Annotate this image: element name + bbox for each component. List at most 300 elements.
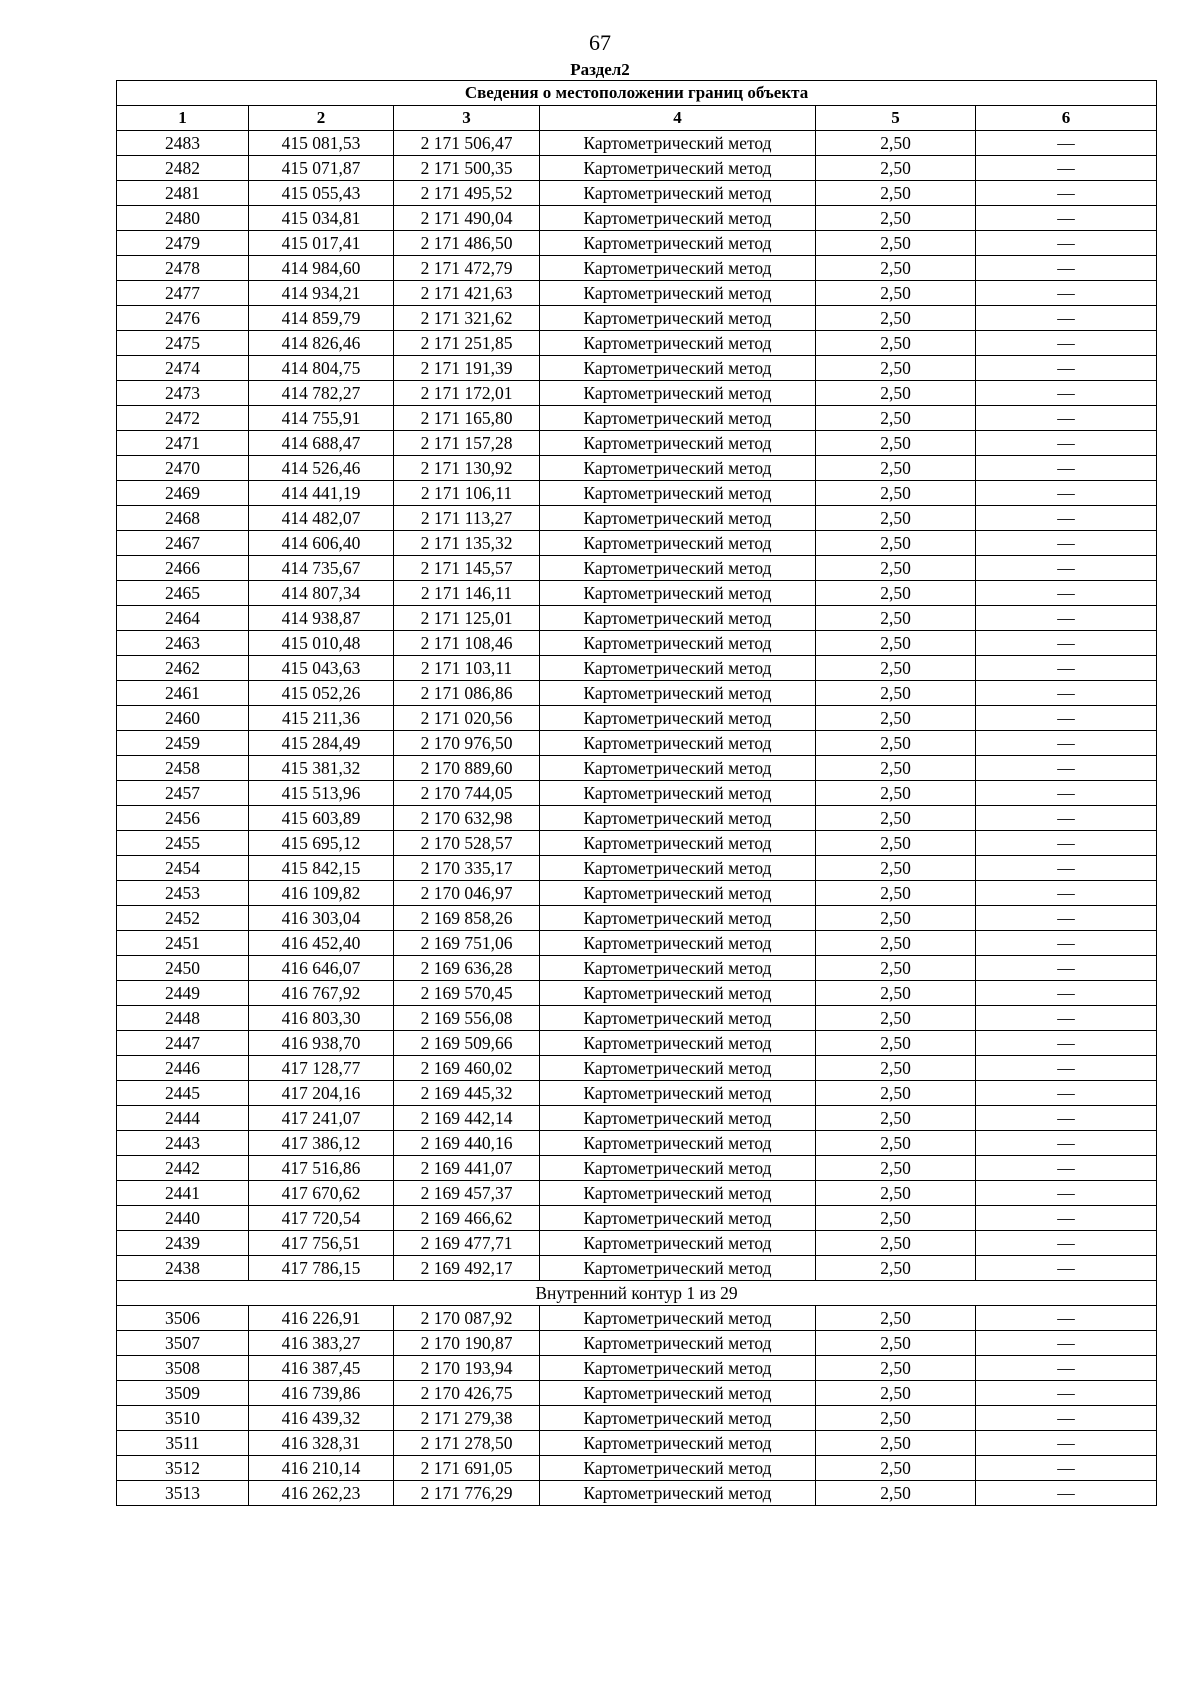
table-row <box>117 781 1157 806</box>
method-cell: Картометрический метод <box>540 1181 816 1206</box>
point-number-cell: 2464 <box>117 606 249 631</box>
point-number-cell: 2470 <box>117 456 249 481</box>
description-cell: — <box>976 1106 1157 1131</box>
x-coordinate-cell: 415 071,87 <box>249 156 394 181</box>
point-number-cell: 3506 <box>117 1306 249 1331</box>
description-cell: — <box>976 131 1157 156</box>
x-coordinate-cell: 417 720,54 <box>249 1206 394 1231</box>
description-cell: — <box>976 431 1157 456</box>
x-coordinate-cell: 416 303,04 <box>249 906 394 931</box>
x-coordinate-cell: 416 439,32 <box>249 1406 394 1431</box>
x-coordinate-cell: 417 756,51 <box>249 1231 394 1256</box>
description-cell: — <box>976 381 1157 406</box>
description-cell: — <box>976 1031 1157 1056</box>
point-number-cell: 2457 <box>117 781 249 806</box>
method-cell: Картометрический метод <box>540 306 816 331</box>
description-cell: — <box>976 1181 1157 1206</box>
y-coordinate-cell: 2 171 146,11 <box>394 581 540 606</box>
method-cell: Картометрический метод <box>540 956 816 981</box>
y-coordinate-cell: 2 169 466,62 <box>394 1206 540 1231</box>
method-cell: Картометрический метод <box>540 456 816 481</box>
x-coordinate-cell: 415 695,12 <box>249 831 394 856</box>
description-cell: — <box>976 1256 1157 1281</box>
method-cell: Картометрический метод <box>540 431 816 456</box>
y-coordinate-cell: 2 171 106,11 <box>394 481 540 506</box>
accuracy-cell: 2,50 <box>816 1206 976 1231</box>
x-coordinate-cell: 415 010,48 <box>249 631 394 656</box>
description-cell: — <box>976 306 1157 331</box>
x-coordinate-cell: 414 934,21 <box>249 281 394 306</box>
table-row <box>117 1156 1157 1181</box>
y-coordinate-cell: 2 170 087,92 <box>394 1306 540 1331</box>
point-number-cell: 3509 <box>117 1381 249 1406</box>
point-number-cell: 3511 <box>117 1431 249 1456</box>
method-cell: Картометрический метод <box>540 931 816 956</box>
table-row <box>117 681 1157 706</box>
method-cell: Картометрический метод <box>540 1081 816 1106</box>
method-cell: Картометрический метод <box>540 281 816 306</box>
point-number-cell: 2476 <box>117 306 249 331</box>
point-number-cell: 2447 <box>117 1031 249 1056</box>
point-number-cell: 2475 <box>117 331 249 356</box>
column-header: 1 <box>117 106 249 131</box>
point-number-cell: 2444 <box>117 1106 249 1131</box>
table-row <box>117 981 1157 1006</box>
point-number-cell: 3507 <box>117 1331 249 1356</box>
description-cell: — <box>976 1331 1157 1356</box>
x-coordinate-cell: 415 017,41 <box>249 231 394 256</box>
description-cell: — <box>976 1406 1157 1431</box>
y-coordinate-cell: 2 169 858,26 <box>394 906 540 931</box>
method-cell: Картометрический метод <box>540 1256 816 1281</box>
accuracy-cell: 2,50 <box>816 656 976 681</box>
y-coordinate-cell: 2 171 321,62 <box>394 306 540 331</box>
table-row <box>117 1181 1157 1206</box>
x-coordinate-cell: 415 043,63 <box>249 656 394 681</box>
point-number-cell: 2442 <box>117 1156 249 1181</box>
method-cell: Картометрический метод <box>540 1356 816 1381</box>
table-row <box>117 1131 1157 1156</box>
accuracy-cell: 2,50 <box>816 981 976 1006</box>
method-cell: Картометрический метод <box>540 681 816 706</box>
accuracy-cell: 2,50 <box>816 1131 976 1156</box>
accuracy-cell: 2,50 <box>816 231 976 256</box>
point-number-cell: 2480 <box>117 206 249 231</box>
column-header: 4 <box>540 106 816 131</box>
method-cell: Картометрический метод <box>540 1331 816 1356</box>
point-number-cell: 2477 <box>117 281 249 306</box>
accuracy-cell: 2,50 <box>816 331 976 356</box>
point-number-cell: 3510 <box>117 1406 249 1431</box>
table-caption: Сведения о местоположении границ объекта <box>117 81 1157 106</box>
x-coordinate-cell: 415 081,53 <box>249 131 394 156</box>
accuracy-cell: 2,50 <box>816 356 976 381</box>
point-number-cell: 2453 <box>117 881 249 906</box>
method-cell: Картометрический метод <box>540 156 816 181</box>
method-cell: Картометрический метод <box>540 1206 816 1231</box>
accuracy-cell: 2,50 <box>816 406 976 431</box>
x-coordinate-cell: 415 055,43 <box>249 181 394 206</box>
method-cell: Картометрический метод <box>540 1381 816 1406</box>
description-cell: — <box>976 206 1157 231</box>
table-row <box>117 906 1157 931</box>
description-cell: — <box>976 1431 1157 1456</box>
point-number-cell: 2460 <box>117 706 249 731</box>
y-coordinate-cell: 2 169 636,28 <box>394 956 540 981</box>
accuracy-cell: 2,50 <box>816 431 976 456</box>
method-cell: Картометрический метод <box>540 581 816 606</box>
column-header: 6 <box>976 106 1157 131</box>
y-coordinate-cell: 2 171 108,46 <box>394 631 540 656</box>
y-coordinate-cell: 2 170 889,60 <box>394 756 540 781</box>
description-cell: — <box>976 981 1157 1006</box>
y-coordinate-cell: 2 170 193,94 <box>394 1356 540 1381</box>
accuracy-cell: 2,50 <box>816 281 976 306</box>
description-cell: — <box>976 531 1157 556</box>
y-coordinate-cell: 2 171 421,63 <box>394 281 540 306</box>
point-number-cell: 2481 <box>117 181 249 206</box>
x-coordinate-cell: 416 803,30 <box>249 1006 394 1031</box>
table-row <box>117 131 1157 156</box>
description-cell: — <box>976 756 1157 781</box>
accuracy-cell: 2,50 <box>816 1031 976 1056</box>
y-coordinate-cell: 2 171 278,50 <box>394 1431 540 1456</box>
outer-contour-rows <box>117 131 1157 1281</box>
accuracy-cell: 2,50 <box>816 781 976 806</box>
table-row <box>117 181 1157 206</box>
method-cell: Картометрический метод <box>540 1481 816 1506</box>
point-number-cell: 2450 <box>117 956 249 981</box>
x-coordinate-cell: 417 516,86 <box>249 1156 394 1181</box>
x-coordinate-cell: 417 204,16 <box>249 1081 394 1106</box>
x-coordinate-cell: 416 452,40 <box>249 931 394 956</box>
point-number-cell: 2446 <box>117 1056 249 1081</box>
inner-contour-heading <box>117 1281 1157 1306</box>
y-coordinate-cell: 2 171 113,27 <box>394 506 540 531</box>
description-cell: — <box>976 331 1157 356</box>
method-cell: Картометрический метод <box>540 881 816 906</box>
x-coordinate-cell: 414 804,75 <box>249 356 394 381</box>
description-cell: — <box>976 281 1157 306</box>
y-coordinate-cell: 2 169 440,16 <box>394 1131 540 1156</box>
x-coordinate-cell: 414 755,91 <box>249 406 394 431</box>
table-row <box>117 1406 1157 1431</box>
description-cell: — <box>976 356 1157 381</box>
method-cell: Картометрический метод <box>540 706 816 731</box>
x-coordinate-cell: 416 262,23 <box>249 1481 394 1506</box>
method-cell: Картометрический метод <box>540 331 816 356</box>
description-cell: — <box>976 1356 1157 1381</box>
method-cell: Картометрический метод <box>540 731 816 756</box>
accuracy-cell: 2,50 <box>816 1456 976 1481</box>
table-row <box>117 956 1157 981</box>
x-coordinate-cell: 414 482,07 <box>249 506 394 531</box>
accuracy-cell: 2,50 <box>816 1331 976 1356</box>
method-cell: Картометрический метод <box>540 631 816 656</box>
table-row <box>117 1431 1157 1456</box>
method-cell: Картометрический метод <box>540 1131 816 1156</box>
accuracy-cell: 2,50 <box>816 531 976 556</box>
point-number-cell: 2440 <box>117 1206 249 1231</box>
table-row <box>117 656 1157 681</box>
table-row <box>117 406 1157 431</box>
x-coordinate-cell: 414 688,47 <box>249 431 394 456</box>
description-cell: — <box>976 506 1157 531</box>
table-row <box>117 1481 1157 1506</box>
method-cell: Картометрический метод <box>540 506 816 531</box>
x-coordinate-cell: 416 226,91 <box>249 1306 394 1331</box>
description-cell: — <box>976 1156 1157 1181</box>
method-cell: Картометрический метод <box>540 181 816 206</box>
accuracy-cell: 2,50 <box>816 181 976 206</box>
accuracy-cell: 2,50 <box>816 1406 976 1431</box>
accuracy-cell: 2,50 <box>816 206 976 231</box>
point-number-cell: 3512 <box>117 1456 249 1481</box>
accuracy-cell: 2,50 <box>816 1381 976 1406</box>
table-row <box>117 1356 1157 1381</box>
accuracy-cell: 2,50 <box>816 806 976 831</box>
method-cell: Картометрический метод <box>540 231 816 256</box>
description-cell: — <box>976 156 1157 181</box>
description-cell: — <box>976 956 1157 981</box>
x-coordinate-cell: 416 387,45 <box>249 1356 394 1381</box>
point-number-cell: 2452 <box>117 906 249 931</box>
x-coordinate-cell: 415 842,15 <box>249 856 394 881</box>
method-cell: Картометрический метод <box>540 1056 816 1081</box>
point-number-cell: 2479 <box>117 231 249 256</box>
y-coordinate-cell: 2 170 046,97 <box>394 881 540 906</box>
accuracy-cell: 2,50 <box>816 881 976 906</box>
point-number-cell: 2451 <box>117 931 249 956</box>
x-coordinate-cell: 416 646,07 <box>249 956 394 981</box>
column-header-row <box>117 106 1157 131</box>
point-number-cell: 2482 <box>117 156 249 181</box>
point-number-cell: 2473 <box>117 381 249 406</box>
point-number-cell: 2441 <box>117 1181 249 1206</box>
y-coordinate-cell: 2 171 472,79 <box>394 256 540 281</box>
description-cell: — <box>976 681 1157 706</box>
y-coordinate-cell: 2 169 460,02 <box>394 1056 540 1081</box>
description-cell: — <box>976 231 1157 256</box>
y-coordinate-cell: 2 171 103,11 <box>394 656 540 681</box>
table-row <box>117 1081 1157 1106</box>
description-cell: — <box>976 556 1157 581</box>
x-coordinate-cell: 416 938,70 <box>249 1031 394 1056</box>
table-row <box>117 1306 1157 1331</box>
accuracy-cell: 2,50 <box>816 481 976 506</box>
method-cell: Картометрический метод <box>540 806 816 831</box>
y-coordinate-cell: 2 169 556,08 <box>394 1006 540 1031</box>
x-coordinate-cell: 415 603,89 <box>249 806 394 831</box>
y-coordinate-cell: 2 169 441,07 <box>394 1156 540 1181</box>
description-cell: — <box>976 406 1157 431</box>
description-cell: — <box>976 456 1157 481</box>
method-cell: Картометрический метод <box>540 1156 816 1181</box>
point-number-cell: 2472 <box>117 406 249 431</box>
accuracy-cell: 2,50 <box>816 731 976 756</box>
table-row <box>117 481 1157 506</box>
description-cell: — <box>976 1206 1157 1231</box>
accuracy-cell: 2,50 <box>816 1106 976 1131</box>
column-header: 2 <box>249 106 394 131</box>
x-coordinate-cell: 416 328,31 <box>249 1431 394 1456</box>
accuracy-cell: 2,50 <box>816 831 976 856</box>
method-cell: Картометрический метод <box>540 856 816 881</box>
table-row <box>117 706 1157 731</box>
description-cell: — <box>976 906 1157 931</box>
point-number-cell: 2467 <box>117 531 249 556</box>
table-row <box>117 1381 1157 1406</box>
description-cell: — <box>976 856 1157 881</box>
y-coordinate-cell: 2 171 145,57 <box>394 556 540 581</box>
y-coordinate-cell: 2 170 744,05 <box>394 781 540 806</box>
accuracy-cell: 2,50 <box>816 1481 976 1506</box>
column-header: 5 <box>816 106 976 131</box>
y-coordinate-cell: 2 171 776,29 <box>394 1481 540 1506</box>
method-cell: Картометрический метод <box>540 906 816 931</box>
description-cell: — <box>976 1081 1157 1106</box>
description-cell: — <box>976 656 1157 681</box>
x-coordinate-cell: 416 210,14 <box>249 1456 394 1481</box>
method-cell: Картометрический метод <box>540 1006 816 1031</box>
y-coordinate-cell: 2 169 751,06 <box>394 931 540 956</box>
method-cell: Картометрический метод <box>540 831 816 856</box>
table-row <box>117 281 1157 306</box>
table-row <box>117 1206 1157 1231</box>
accuracy-cell: 2,50 <box>816 681 976 706</box>
table-row <box>117 556 1157 581</box>
description-cell: — <box>976 1056 1157 1081</box>
table-row <box>117 856 1157 881</box>
accuracy-cell: 2,50 <box>816 1231 976 1256</box>
accuracy-cell: 2,50 <box>816 1181 976 1206</box>
table-row <box>117 631 1157 656</box>
x-coordinate-cell: 414 984,60 <box>249 256 394 281</box>
method-cell: Картометрический метод <box>540 131 816 156</box>
x-coordinate-cell: 415 284,49 <box>249 731 394 756</box>
accuracy-cell: 2,50 <box>816 1306 976 1331</box>
y-coordinate-cell: 2 170 632,98 <box>394 806 540 831</box>
y-coordinate-cell: 2 169 477,71 <box>394 1231 540 1256</box>
accuracy-cell: 2,50 <box>816 931 976 956</box>
y-coordinate-cell: 2 169 442,14 <box>394 1106 540 1131</box>
method-cell: Картометрический метод <box>540 356 816 381</box>
y-coordinate-cell: 2 169 509,66 <box>394 1031 540 1056</box>
method-cell: Картометрический метод <box>540 206 816 231</box>
y-coordinate-cell: 2 171 490,04 <box>394 206 540 231</box>
description-cell: — <box>976 1131 1157 1156</box>
accuracy-cell: 2,50 <box>816 706 976 731</box>
point-number-cell: 2478 <box>117 256 249 281</box>
y-coordinate-cell: 2 171 279,38 <box>394 1406 540 1431</box>
inner-contour-rows <box>117 1306 1157 1506</box>
description-cell: — <box>976 606 1157 631</box>
x-coordinate-cell: 415 052,26 <box>249 681 394 706</box>
description-cell: — <box>976 1481 1157 1506</box>
table-row <box>117 256 1157 281</box>
description-cell: — <box>976 256 1157 281</box>
y-coordinate-cell: 2 171 486,50 <box>394 231 540 256</box>
x-coordinate-cell: 415 513,96 <box>249 781 394 806</box>
accuracy-cell: 2,50 <box>816 556 976 581</box>
description-cell: — <box>976 831 1157 856</box>
method-cell: Картометрический метод <box>540 406 816 431</box>
x-coordinate-cell: 414 859,79 <box>249 306 394 331</box>
accuracy-cell: 2,50 <box>816 306 976 331</box>
point-number-cell: 2462 <box>117 656 249 681</box>
table-row <box>117 581 1157 606</box>
table-row <box>117 831 1157 856</box>
method-cell: Картометрический метод <box>540 606 816 631</box>
description-cell: — <box>976 1006 1157 1031</box>
table-row <box>117 606 1157 631</box>
x-coordinate-cell: 415 034,81 <box>249 206 394 231</box>
accuracy-cell: 2,50 <box>816 906 976 931</box>
table-row <box>117 506 1157 531</box>
point-number-cell: 2458 <box>117 756 249 781</box>
y-coordinate-cell: 2 170 426,75 <box>394 1381 540 1406</box>
table-row <box>117 531 1157 556</box>
column-header: 3 <box>394 106 540 131</box>
accuracy-cell: 2,50 <box>816 256 976 281</box>
accuracy-cell: 2,50 <box>816 156 976 181</box>
accuracy-cell: 2,50 <box>816 856 976 881</box>
y-coordinate-cell: 2 171 191,39 <box>394 356 540 381</box>
y-coordinate-cell: 2 171 020,56 <box>394 706 540 731</box>
point-number-cell: 2459 <box>117 731 249 756</box>
table-row <box>117 1106 1157 1131</box>
description-cell: — <box>976 781 1157 806</box>
accuracy-cell: 2,50 <box>816 631 976 656</box>
accuracy-cell: 2,50 <box>816 581 976 606</box>
accuracy-cell: 2,50 <box>816 1006 976 1031</box>
x-coordinate-cell: 417 241,07 <box>249 1106 394 1131</box>
y-coordinate-cell: 2 170 976,50 <box>394 731 540 756</box>
table-row <box>117 931 1157 956</box>
table-row <box>117 431 1157 456</box>
table-row <box>117 1031 1157 1056</box>
table-row <box>117 1006 1157 1031</box>
description-cell: — <box>976 1381 1157 1406</box>
accuracy-cell: 2,50 <box>816 506 976 531</box>
method-cell: Картометрический метод <box>540 531 816 556</box>
method-cell: Картометрический метод <box>540 1431 816 1456</box>
point-number-cell: 3513 <box>117 1481 249 1506</box>
description-cell: — <box>976 881 1157 906</box>
description-cell: — <box>976 1306 1157 1331</box>
method-cell: Картометрический метод <box>540 481 816 506</box>
point-number-cell: 2455 <box>117 831 249 856</box>
x-coordinate-cell: 417 670,62 <box>249 1181 394 1206</box>
y-coordinate-cell: 2 170 528,57 <box>394 831 540 856</box>
point-number-cell: 2438 <box>117 1256 249 1281</box>
x-coordinate-cell: 414 782,27 <box>249 381 394 406</box>
table-row <box>117 356 1157 381</box>
table-row <box>117 1256 1157 1281</box>
table-row <box>117 206 1157 231</box>
point-number-cell: 2448 <box>117 1006 249 1031</box>
description-cell: — <box>976 931 1157 956</box>
y-coordinate-cell: 2 169 570,45 <box>394 981 540 1006</box>
x-coordinate-cell: 416 767,92 <box>249 981 394 1006</box>
point-number-cell: 2443 <box>117 1131 249 1156</box>
table-row <box>117 731 1157 756</box>
accuracy-cell: 2,50 <box>816 131 976 156</box>
accuracy-cell: 2,50 <box>816 1081 976 1106</box>
x-coordinate-cell: 414 526,46 <box>249 456 394 481</box>
method-cell: Картометрический метод <box>540 256 816 281</box>
method-cell: Картометрический метод <box>540 1231 816 1256</box>
